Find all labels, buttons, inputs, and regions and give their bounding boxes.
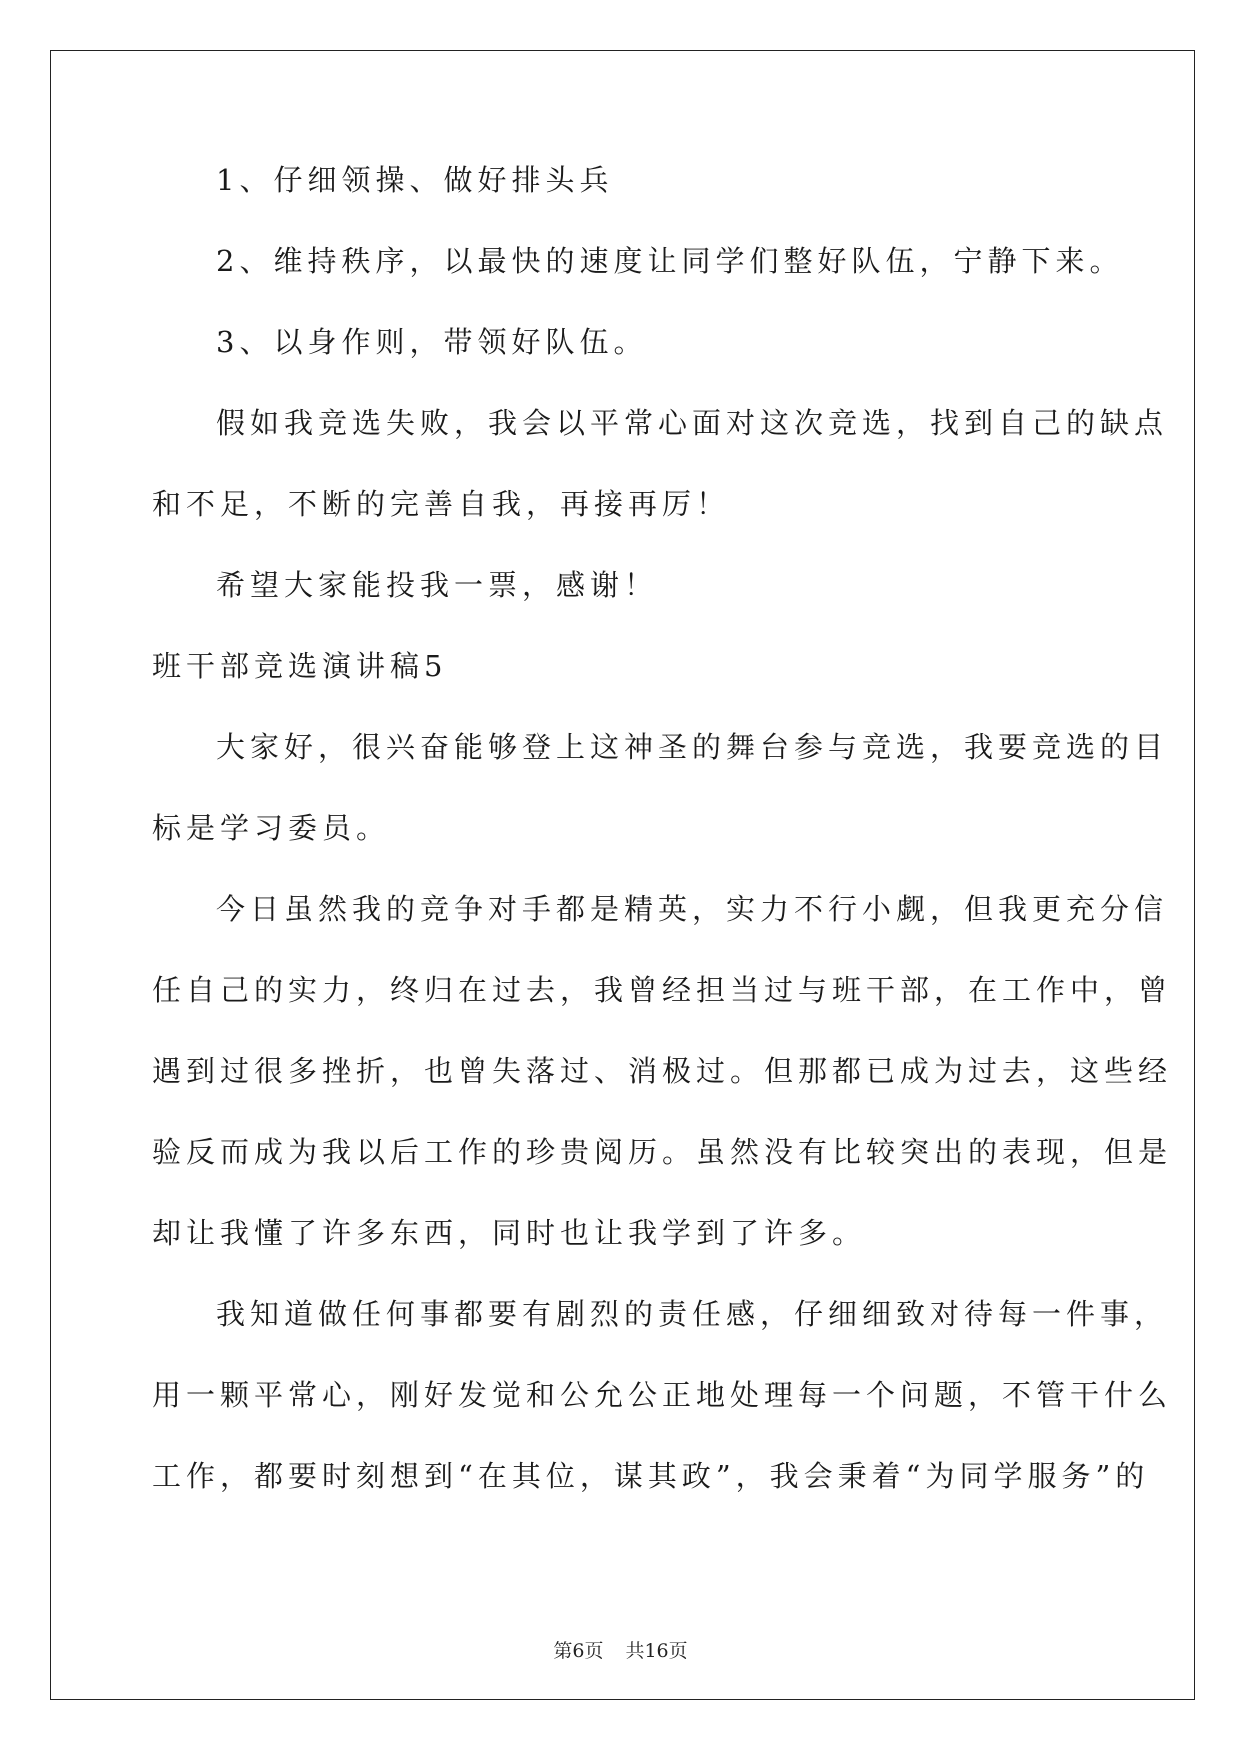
paragraph-line: 遇到过很多挫折，也曾失落过、消极过。但那都已成为过去，这些经 xyxy=(152,1054,1173,1088)
paragraph-line: 和不足，不断的完善自我，再接再厉！ xyxy=(152,487,731,521)
paragraph-line: 我知道做任何事都要有剧烈的责任感，仔细细致对待每一件事， xyxy=(216,1297,1169,1331)
paragraph-line: 任自己的实力，终归在过去，我曾经担当过与班干部，在工作中，曾 xyxy=(152,973,1173,1007)
list-item-3: 3、以身作则，带领好队伍。 xyxy=(216,325,648,359)
paragraph-line: 假如我竞选失败，我会以平常心面对这次竞选，找到自己的缺点 xyxy=(216,406,1169,440)
page-total: 共16页 xyxy=(625,1640,688,1662)
paragraph-line: 却让我懂了许多东西，同时也让我学到了许多。 xyxy=(152,1216,867,1250)
paragraph-line: 工作，都要时刻想到“在其位，谋其政”，我会秉着“为同学服务”的 xyxy=(152,1459,1150,1493)
paragraph-line: 标是学习委员。 xyxy=(152,811,391,845)
paragraph-line: 希望大家能投我一票，感谢！ xyxy=(216,568,659,602)
list-item-1: 1、仔细领操、做好排头兵 xyxy=(216,163,614,197)
page-footer xyxy=(0,1636,1241,1663)
paragraph-line: 大家好，很兴奋能够登上这神圣的舞台参与竞选，我要竞选的目 xyxy=(216,730,1169,764)
paragraph-line: 用一颗平常心，刚好发觉和公允公正地处理每一个问题，不管干什么 xyxy=(152,1378,1173,1412)
page-border xyxy=(50,50,1195,1700)
paragraph-line: 验反而成为我以后工作的珍贵阅历。虽然没有比较突出的表现，但是 xyxy=(152,1135,1173,1169)
page-number: 第6页 xyxy=(553,1640,604,1662)
section-heading: 班干部竞选演讲稿5 xyxy=(152,649,448,683)
list-item-2: 2、维持秩序，以最快的速度让同学们整好队伍，宁静下来。 xyxy=(216,244,1124,278)
paragraph-line: 今日虽然我的竞争对手都是精英，实力不行小觑，但我更充分信 xyxy=(216,892,1169,926)
